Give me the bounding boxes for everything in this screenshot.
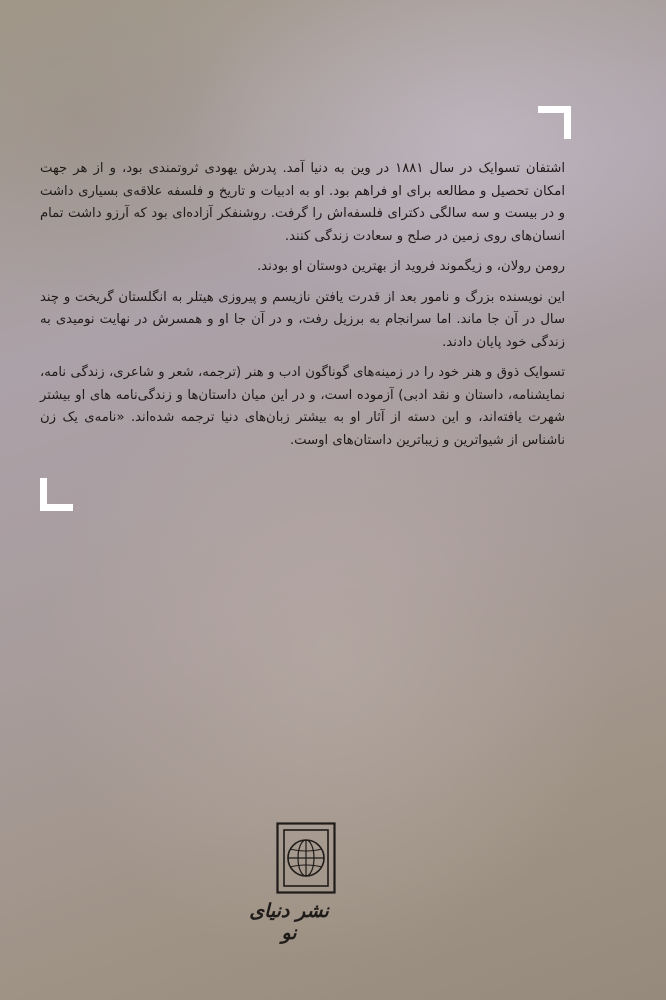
publisher-name: نشر دنیای نو xyxy=(249,900,329,944)
globe-in-square-logo-icon xyxy=(276,822,336,912)
corner-mark-top-right xyxy=(538,106,571,139)
corner-mark-bottom-left xyxy=(40,478,73,511)
paragraph-biography: اشتفان تسوایک در سال ۱۸۸۱ در وین به دنیا آمد. پدرش یهودی ثروتمندی بود، و از هر جهت امکان تحصیل و مطالعه برای او فراهم بود. او به ادبیات و تاریخ و فلسفه علاقه‌ی بسیاری داشت و در بیست و سه سالگی دکترای فلسفه‌اش را گرفت. روشنفکر آزاده‌ای بود که آرزو داشت تمام انسان‌های روی زمین در صلح و سعادت زندگی کنند. xyxy=(40,161,565,244)
paragraph-works: تسوایک ذوق و هنر خود را در زمینه‌های گوناگون ادب و هنر (ترجمه، شعر و شاعری، زندگی نامه، نمایشنامه، داستان و نقد ادبی) آزموده است، و در این میان داستان‌ها و زندگی‌نامه های او بیشتر شهرت یافته‌اند، و این دسته از آثار او به بیشتر زبان‌های دنیا ترجمه شده‌اند. «نامه‌ی یک زن ناشناس از شیواترین و زیباترین داستان‌های اوست. xyxy=(40,365,565,448)
paragraph-exile: این نویسنده بزرگ و نامور بعد از قدرت یافتن نازیسم و پیروزی هیتلر به انگلستان گریخت و چند سال در آن جا ماند. اما سرانجام به برزیل رفت، و در آن جا او و همسرش در نهایت نومیدی به زندگی خود پایان دادند. xyxy=(40,289,565,350)
back-cover-text xyxy=(40,158,565,460)
paragraph-friends: رومن رولان، و زیگموند فروید از بهترین دوستان او بودند. xyxy=(257,259,565,274)
